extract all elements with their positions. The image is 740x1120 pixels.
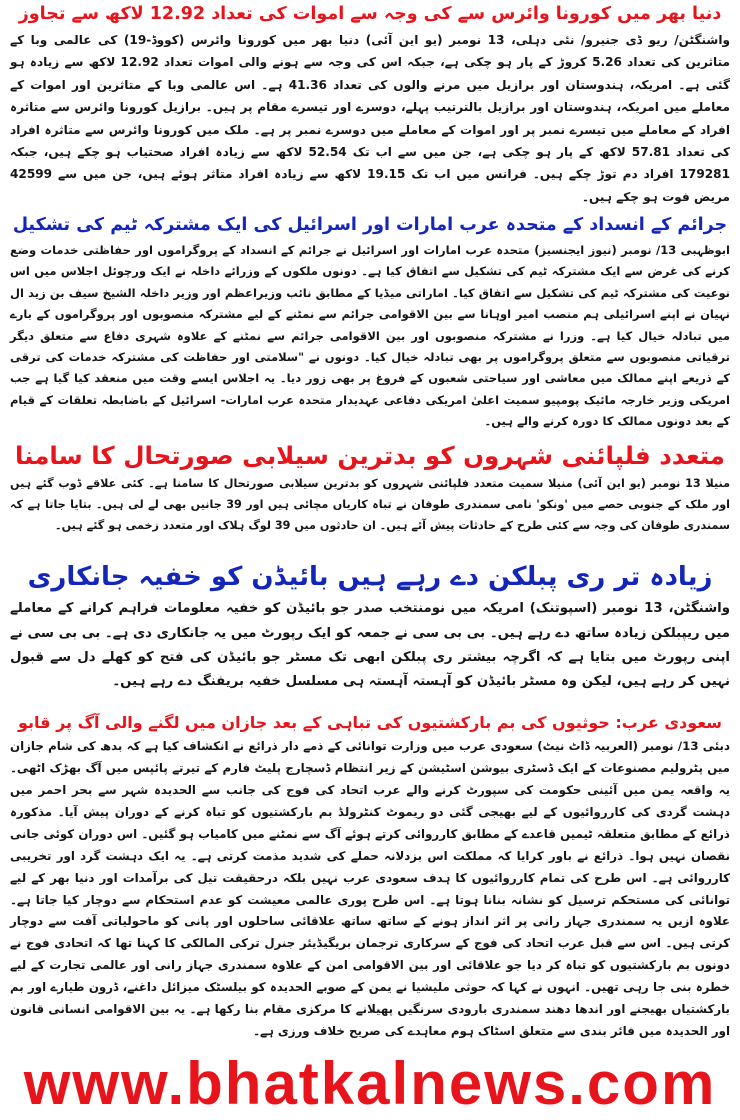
article-headline: سعودی عرب: حوثیوں کی بم بارکشتیوں کی تباہی کے بعد جازان میں لگنے والی آگ پر قابو bbox=[17, 713, 723, 732]
article-philippines-floods bbox=[10, 441, 730, 556]
article-headline: متعدد فلپائنی شہروں کو بدترین سیلابی صورتحال کا سامنا bbox=[15, 441, 725, 470]
article-saudi-jazan-fire bbox=[10, 713, 730, 1048]
article-body: ابوظہبی 13/ نومبر (نیوز ایجنسیز) متحدہ عرب امارات اور اسرائیل نے جرائم کے انسداد کے پروگراموں اور حفاظتی خدمات وضع کرنے کی غرض سے ایک مشترکہ ٹیم کی تشکیل سے اتفاق کیا ہے۔ دونوں ملکوں کے وزرائے داخلہ نے ایک ورچوئل اجلاس میں اس نوعیت کی مشترکہ ٹیم کی تشکیل سے اتفاق کیا۔ اماراتی میڈیا کے مطابق نائب وزیراعظم اور وزیر داخلہ الشیخ سیف بن زید ال نہیان نے اپنے اسرائیلی ہم منصب امیر اوہانا سے بین الاقوامی جرائم سے نمٹنے کے لیے مشترکہ منصوبوں اور پروگراموں کے بارے میں تبادلہ خیال کیا ہے۔ وزرا نے مشترکہ منصوبوں اور بین الاقوامی جرائم سے نمٹنے کے علاوہ شہری دفاع سے متعلق دیگر ترقیاتی منصوبوں سے متعلق پروگراموں پر بھی تبادلہ خیال کیا۔ دونوں نے "سلامتی اور حفاظت کی مشترکہ خدمات کی ترقی کے ذریعے اپنے ممالک میں معاشی اور سیاحتی شعبوں کے فروغ پر بھی زور دیا۔ یہ اجلاس ایسے وقت میں منعقد کیا گیا ہے جب امریکی وزیر خارجہ مائیک پومپیو سمیت اعلیٰ امریکی دفاعی عہدیدار متحدہ عرب امارات- اسرائیل کے باضابطہ تعلقات کے قیام کے بعد دونوں ممالک کا دورہ کرنے والے ہیں۔ bbox=[10, 243, 730, 429]
article-covid-deaths bbox=[10, 4, 730, 209]
article-body: واشنگٹن، 13 نومبر (اسپوتنک) امریکہ میں نومنتخب صدر جو بائیڈن کو خفیہ معلومات فراہم کرانے کے معاملے میں ریپبلکن زیادہ ساتھ دے رہے ہیں۔ بی بی سی نے جمعہ کو ایک رپورٹ میں یہ جانکاری دی ہے۔ بی بی سی نے اپنی رپورٹ میں بتایا ہے کہ اگرچہ بیشتر ری پبلکن ابھی تک مسٹر جو بائیڈن کی فتح کو کھلے دل سے قبول نہیں کر رہے ہیں، لیکن وہ مسٹر بائیڈن کو آہستہ آہستہ ہی مسلسل خفیہ بریفنگ دے رہے ہیں۔ bbox=[10, 601, 731, 690]
article-uae-israel-team bbox=[10, 215, 730, 435]
article-body: منیلا 13 نومبر (یو این آئی) منیلا سمیت متعدد فلپائنی شہروں کو بدترین سیلابی صورتحال کا سامنا ہے۔ کئی علاقے ڈوب گئے ہیں اور ملک کے جنوبی حصے میں 'ونکو' نامی سمندری طوفان نے تباہ کاریاں مچائی ہیں اور 39 جانیں بھی لے لی ہیں۔ بتایا جاتا ہے کہ سمندری طوفان کی وجہ سے کئی طرح کے حادثات پیش آئے ہیں۔ ان حادثوں میں 39 لوگ ہلاک اور متعدد زخمی ہو گئے ہیں۔ bbox=[10, 477, 731, 533]
article-body: واشنگٹن/ ریو ڈی جنیرو/ نئی دہلی، 13 نومبر (یو این آئی) دنیا بھر میں کورونا وائرس (کووڈ-19) کی عالمی وبا کے متاثرین کی تعداد 5.26 کروڑ کے پار ہو چکی ہے، جبکہ اس کی وجہ سے ہونے والی اموات تعداد 12.92 لاکھ سے زیادہ ہو گئی ہے۔ امریکہ، ہندوستان اور برازیل میں مرنے والوں کی تعداد 41.36 ہے۔ اس عالمی وبا کے متاثرین اور اموات کے معاملے میں امریکہ، ہندوستان اور برازیل بالترتیب پہلے، دوسرے اور تیسرے مقام پر ہیں۔ برازیل کورونا وائرس سے متاثرہ افراد کے معاملے میں تیسرے نمبر پر اور اموات کے معاملے میں دوسرے نمبر پر ہے۔ ملک میں کورونا وائرس سے متاثرہ افراد کی تعداد 57.81 لاکھ کے پار ہو چکی ہے، جن میں سے اب تک 52.54 لاکھ سے زیادہ افراد صحتیاب ہو چکے ہیں، جبکہ 179281 افراد دم توڑ چکے ہیں۔ فرانس میں اب تک 19.15 لاکھ سے زیادہ افراد متاثر ہوئے ہیں، جن میں سے 42599 مریض فوت ہو چکے ہیں۔ bbox=[10, 33, 730, 204]
article-headline: زیادہ تر ری پبلکن دے رہے ہیں بائیڈن کو خفیہ جانکاری bbox=[27, 562, 713, 592]
article-republicans-biden bbox=[10, 562, 730, 707]
article-headline: دنیا بھر میں کورونا وائرس سے کی وجہ سے اموات کی تعداد 12.92 لاکھ سے تجاوز bbox=[18, 4, 722, 24]
website-footer: www.bhatkalnews.com bbox=[23, 1050, 717, 1117]
article-body: دبئی 13/ نومبر (العربیہ ڈاٹ نیٹ) سعودی عرب میں وزارت توانائی کے ذمے دار ذرائع نے انکشاف کیا ہے کہ بدھ کی شام جازان میں پٹرولیم مصنوعات کے ایک ڈسٹری بیوشن اسٹیشن کے زیر انتظام ڈسچارج پلیٹ فارم کے تیرتے پائپس میں آگ بھڑک اٹھی۔ یہ واقعہ یمن میں آئینی حکومت کی سپورٹ کرنے والے عرب اتحاد کی فوج کی جانب سے الحدیدہ شہر سے بحر احمر میں دہشت گردی کی کارروائیوں کے لیے بھیجی گئی دو ریموٹ کنٹرولڈ بم بارکشتیوں کو تباہ کرنے کے دوران پیش آیا۔ مذکورہ ذرائع کے مطابق متعلقہ ٹیمیں قاعدے کے مطابق کارروائی کرتے ہوئے آگ سے نمٹنے میں کامیاب ہو گئیں۔ اس دوران کوئی جانی نقصان نہیں ہوا۔ ذرائع نے باور کرایا کہ مملکت اس بزدلانہ حملے کی شدید مذمت کرتی ہے۔ یہ ایک دہشت گرد اور تخریبی کارروائی ہے۔ اس طرح کی تمام کارروائیوں کا ہدف سعودی عرب نہیں بلکہ درحقیقت تیل کی برآمدات اور دنیا بھر کے لیے توانائی کی مستحکم ترسیل کو نشانہ بنانا ہوتا ہے۔ اس طرح پوری عالمی معیشت کو عدم استحکام سے دوچار کیا جاتا ہے۔ علاوہ ازیں یہ سمندری جہاز رانی پر اثر انداز ہونے کے ساتھ ساتھ علاقائی ساحلوں اور پانی کو ماحولیاتی آفت سے دوچار کرتی ہیں۔ اس سے قبل عرب اتحاد کی فوج کے سرکاری ترجمان بریگیڈیئر جنرل ترکی المالکی کا کہنا تھا کہ اتحادی فوج نے دونوں بم بارکشتیوں کو تباہ کر دیا جو علاقائی اور بین الاقوامی امن کے علاوہ سمندری جہاز رانی اور عالمی تجارت کے لیے خطرہ بنی جا رہی تھیں۔ انہوں نے کہا کہ حوثی ملیشیا نے یمن کے صوبے الحدیدہ کو بیلسٹک میزائل داغنے، ڈرون طیارے اور بم بارکشتیاں بھیجنے اور اندھا دھند سمندری بارودی سرنگیں پھیلانے کا مرکزی مقام بنا رکھا ہے۔ یہ بین الاقوامی انسانی قانون اور الحدیدہ میں فائر بندی سے متعلق اسٹاک ہوم معاہدے کی صریح خلاف ورزی ہے۔ bbox=[10, 739, 731, 1038]
article-headline: جرائم کے انسداد کے متحدہ عرب امارات اور اسرائیل کی ایک مشترکہ ٹیم کی تشکیل bbox=[12, 215, 728, 235]
